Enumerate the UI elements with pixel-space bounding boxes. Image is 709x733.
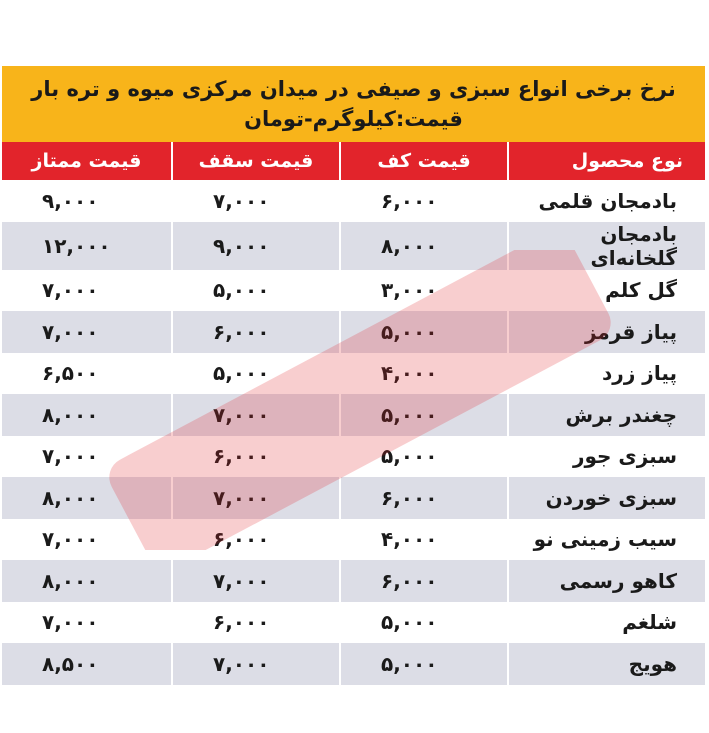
min-price-cell: ۵,۰۰۰ [340, 643, 508, 685]
max-price-cell: ۹,۰۰۰ [172, 222, 340, 270]
table-row [2, 311, 705, 353]
product-name-cell: گل کلم [508, 270, 705, 312]
price-table [2, 142, 705, 685]
premium-price-cell: ۹,۰۰۰ [2, 180, 172, 222]
max-price-cell: ۷,۰۰۰ [172, 477, 340, 519]
min-price-cell: ۵,۰۰۰ [340, 311, 508, 353]
title-line-1: نرخ برخی انواع سبزی و صیفی در میدان مرکزی میوه و تره بار [31, 77, 676, 101]
table-row [2, 436, 705, 478]
product-name-cell: پیاز زرد [508, 353, 705, 395]
min-price-cell: ۴,۰۰۰ [340, 353, 508, 395]
min-price-cell: ۵,۰۰۰ [340, 602, 508, 644]
table-row [2, 270, 705, 312]
product-name-cell: هویج [508, 643, 705, 685]
product-name-cell: کاهو رسمی [508, 560, 705, 602]
min-price-cell: ۳,۰۰۰ [340, 270, 508, 312]
max-price-cell: ۶,۰۰۰ [172, 602, 340, 644]
min-price-cell: ۴,۰۰۰ [340, 519, 508, 561]
max-price-cell: ۷,۰۰۰ [172, 643, 340, 685]
max-price-cell: ۶,۰۰۰ [172, 311, 340, 353]
min-price-cell: ۵,۰۰۰ [340, 436, 508, 478]
column-header-max-price: قیمت سقف [172, 142, 340, 180]
premium-price-cell: ۷,۰۰۰ [2, 519, 172, 561]
title-line-2: قیمت:کیلوگرم-تومان [244, 107, 463, 131]
max-price-cell: ۶,۰۰۰ [172, 436, 340, 478]
table-title [2, 66, 705, 142]
premium-price-cell: ۷,۰۰۰ [2, 270, 172, 312]
min-price-cell: ۵,۰۰۰ [340, 394, 508, 436]
column-header-premium-price: قیمت ممتاز [2, 142, 172, 180]
max-price-cell: ۶,۰۰۰ [172, 519, 340, 561]
product-name-cell: سیب زمینی نو [508, 519, 705, 561]
premium-price-cell: ۷,۰۰۰ [2, 311, 172, 353]
column-header-min-price: قیمت کف [340, 142, 508, 180]
header-row [2, 142, 705, 180]
premium-price-cell: ۸,۰۰۰ [2, 477, 172, 519]
min-price-cell: ۶,۰۰۰ [340, 560, 508, 602]
table-row [2, 519, 705, 561]
premium-price-cell: ۸,۵۰۰ [2, 643, 172, 685]
table-row [2, 353, 705, 395]
max-price-cell: ۷,۰۰۰ [172, 394, 340, 436]
table-row [2, 560, 705, 602]
product-name-cell: پیاز قرمز [508, 311, 705, 353]
premium-price-cell: ۸,۰۰۰ [2, 560, 172, 602]
premium-price-cell: ۶,۵۰۰ [2, 353, 172, 395]
premium-price-cell: ۷,۰۰۰ [2, 602, 172, 644]
table-row [2, 394, 705, 436]
min-price-cell: ۸,۰۰۰ [340, 222, 508, 270]
table-row [2, 477, 705, 519]
max-price-cell: ۷,۰۰۰ [172, 560, 340, 602]
column-header-product: نوع محصول [508, 142, 705, 180]
table-row [2, 602, 705, 644]
table-row [2, 222, 705, 270]
premium-price-cell: ۱۲,۰۰۰ [2, 222, 172, 270]
product-name-cell: سبزی خوردن [508, 477, 705, 519]
max-price-cell: ۵,۰۰۰ [172, 353, 340, 395]
price-table-card [2, 66, 705, 685]
table-row [2, 643, 705, 685]
product-name-cell: شلغم [508, 602, 705, 644]
max-price-cell: ۷,۰۰۰ [172, 180, 340, 222]
min-price-cell: ۶,۰۰۰ [340, 477, 508, 519]
product-name-cell: چغندر برش [508, 394, 705, 436]
table-row [2, 180, 705, 222]
product-name-cell: بادمجان قلمی [508, 180, 705, 222]
max-price-cell: ۵,۰۰۰ [172, 270, 340, 312]
min-price-cell: ۶,۰۰۰ [340, 180, 508, 222]
product-name-cell: بادمجان گلخانه‌ای [508, 222, 705, 270]
premium-price-cell: ۸,۰۰۰ [2, 394, 172, 436]
premium-price-cell: ۷,۰۰۰ [2, 436, 172, 478]
product-name-cell: سبزی جور [508, 436, 705, 478]
